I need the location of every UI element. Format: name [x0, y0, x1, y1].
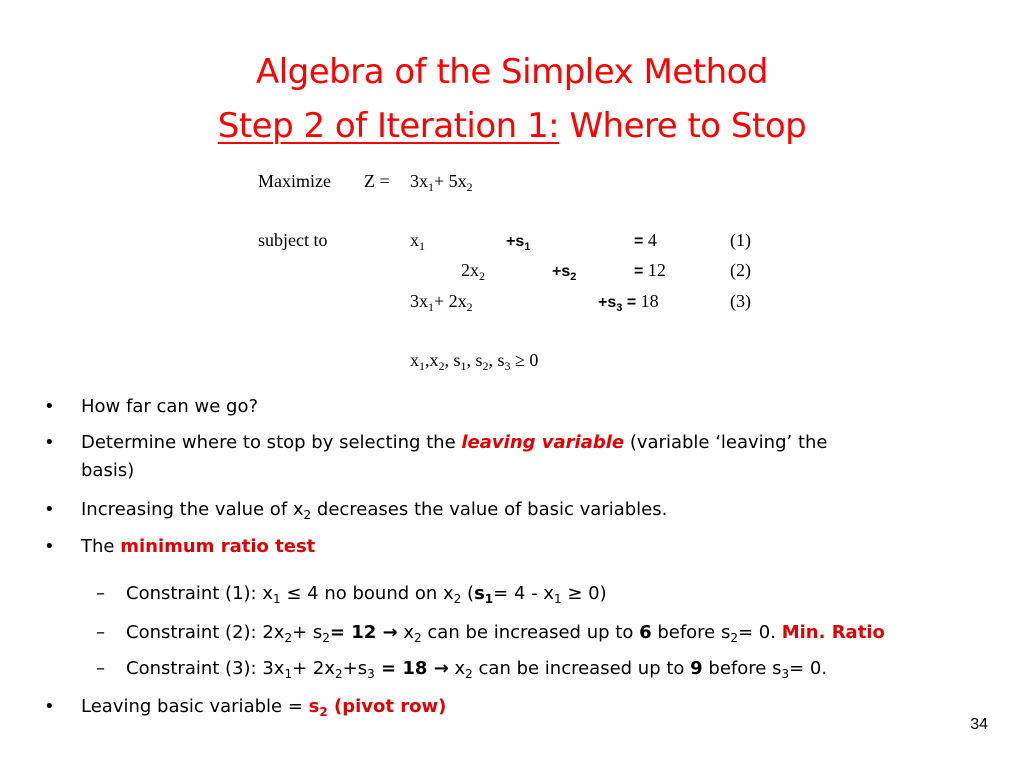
c1-number: (1): [730, 230, 751, 250]
sub-bullet-1-marker: –: [96, 583, 105, 604]
bullet-5-marker: •: [44, 696, 55, 717]
bullet-2-text: Determine where to stop by selecting the leaving variable (variable ‘leaving’ the: [81, 432, 828, 453]
bullet-5-text: Leaving basic variable = $s_2$ (pivot row): [81, 696, 447, 719]
sub-bullet-2-text: Constraint (2): $2x_2+ s_2= 12 \to x_2$ can be increased up to 6 before $s_2= 0$. Min. Ratio: [126, 622, 885, 645]
c1-x-term: $x_1$: [410, 230, 425, 253]
bullet-3-marker: •: [44, 499, 55, 520]
c3-number: (3): [730, 291, 751, 311]
title-underlined-part: Step 2 of Iteration 1:: [217, 106, 560, 146]
min-ratio-label: Min. Ratio: [781, 622, 885, 643]
maximize-label: Maximize: [258, 171, 331, 191]
c1-slack: $+s_1$: [506, 233, 531, 253]
title-rest: Where to Stop: [569, 106, 807, 146]
c3-x-terms: $3x_1+ 2x_2$: [410, 291, 473, 314]
c1-rhs: = 4: [634, 230, 657, 250]
right-arrow-icon: →: [382, 622, 398, 643]
c2-slack: $+s_2$: [552, 263, 577, 283]
c2-x-term: $2x_2$: [461, 260, 485, 283]
bullet-4-text: The minimum ratio test: [81, 536, 316, 557]
bullet-1-marker: •: [44, 396, 55, 417]
c3-slack-rhs: $+s_3 = 18$: [598, 291, 659, 314]
leaving-variable-answer: $s_2$ (pivot row): [308, 696, 447, 719]
bullet-2-text-cont: basis): [81, 460, 135, 481]
sub-bullet-1-text: Constraint (1): $x_1 \le 4$ no bound on $x_2$ $(s_1= 4 - x_1 \ge 0)$: [126, 583, 607, 606]
bullet-4-marker: •: [44, 536, 55, 557]
title-line-1: Algebra of the Simplex Method: [255, 52, 769, 92]
sub-bullet-2-marker: –: [96, 622, 105, 643]
z-equals: Z =: [364, 171, 390, 191]
right-arrow-icon: →: [433, 658, 449, 679]
objective-function: $3x_1+ 5x_2$: [410, 171, 473, 194]
bullet-1-text: How far can we go?: [81, 396, 259, 417]
subject-to-label: subject to: [258, 230, 328, 250]
c2-number: (2): [730, 260, 751, 280]
page-number: 34: [970, 716, 988, 733]
minimum-ratio-test-term: minimum ratio test: [120, 536, 316, 557]
bullet-3-text: Increasing the value of $x_2$ decreases the value of basic variables.: [81, 499, 668, 522]
leaving-variable-term: leaving variable: [461, 432, 625, 453]
nonnegativity-constraint: $x_1,x_2$, $s_1$, $s_2$, $s_3 \ge 0$: [410, 350, 539, 373]
sub-bullet-3-text: Constraint (3): $3x_1+ 2x_2+s_3 = 18 \to x_2$ can be increased up to 9 before $s_3= 0$.: [126, 658, 828, 681]
bullet-2-marker: •: [44, 432, 55, 453]
title-line-2: [0, 104, 1024, 148]
c2-rhs: = 12: [634, 260, 666, 280]
sub-bullet-3-marker: –: [96, 658, 105, 679]
